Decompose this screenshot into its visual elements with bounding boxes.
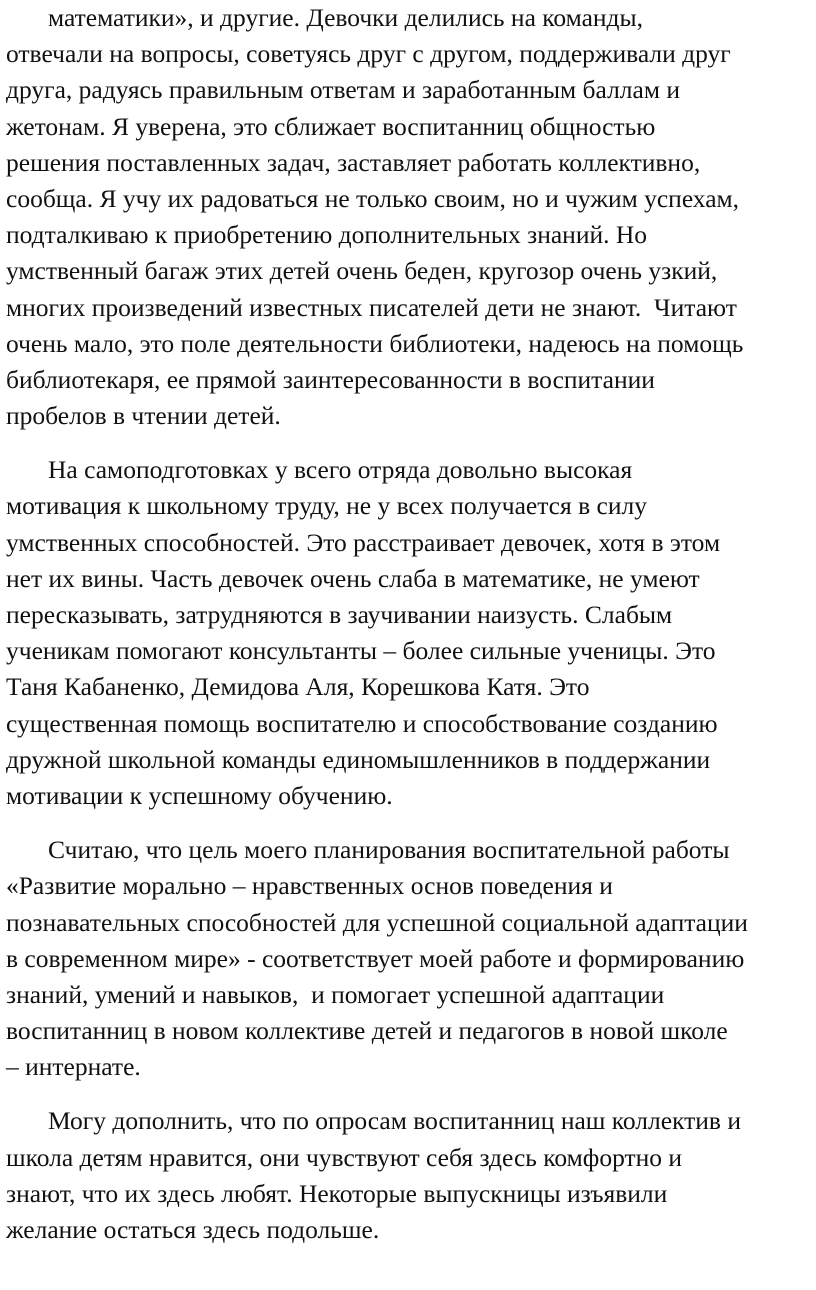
text-line: друга, радуясь правильным ответам и заработанным баллам и <box>6 75 680 105</box>
text-line: воспитанниц в новом коллективе детей и педагогов в новой школе <box>6 1016 728 1046</box>
text-line: в современном мире» - соответствует моей работе и формированию <box>6 943 745 973</box>
text-line: мотивация к школьному труду, не у всех получается в силу <box>6 491 647 521</box>
text-line: На самоподготовках у всего отряда довольно высокая <box>48 455 633 485</box>
text-line: знают, что их здесь любят. Некоторые выпускницы изъявили <box>6 1178 668 1208</box>
text-line: нет их вины. Часть девочек очень слаба в математике, не умеют <box>6 563 700 593</box>
text-line: Могу дополнить, что по опросам воспитанниц наш коллектив и <box>48 1106 741 1136</box>
paragraph-4 <box>6 1103 816 1248</box>
text-line: математики», и другие. Девочки делились на команды, <box>48 3 644 32</box>
paragraph-1 <box>6 0 816 434</box>
paragraph-3 <box>6 832 816 1085</box>
text-line: познавательных способностей для успешной социальной адаптации <box>6 907 748 937</box>
text-line: решения поставленных задач, заставляет работать коллективно, <box>6 147 701 177</box>
text-line: отвечали на вопросы, советуясь друг с другом, поддерживали друг <box>6 39 731 69</box>
paragraph-spacing <box>6 434 816 452</box>
text-line: пробелов в чтении детей. <box>6 401 281 431</box>
text-line: подталкиваю к приобретению дополнительных знаний. Но <box>6 220 648 250</box>
text-line: дружной школьной команды единомышленников в поддержании <box>6 744 711 774</box>
text-line: существенная помощь воспитателю и способствование созданию <box>6 708 718 738</box>
text-line: желание остаться здесь подольше. <box>6 1215 380 1244</box>
text-line: жетонам. Я уверена, это сближает воспитанниц общностью <box>6 111 656 141</box>
text-line: мотивации к успешному обучению. <box>6 780 393 810</box>
text-line: очень мало, это поле деятельности библиотеки, надеюсь на помощь <box>6 328 744 358</box>
text-line: Считаю, что цель моего планирования воспитательной работы <box>48 835 730 865</box>
text-line: многих произведений известных писателей дети не знают. Читают <box>6 292 737 322</box>
text-line: – интернате. <box>6 1052 141 1082</box>
text-line: умственных способностей. Это расстраивает девочек, хотя в этом <box>6 527 721 557</box>
paragraph-spacing <box>6 814 816 832</box>
paragraph-spacing <box>6 1085 816 1103</box>
text-line: Таня Кабаненко, Демидова Аля, Корешкова Катя. Это <box>6 672 590 702</box>
text-line: школа детям нравится, они чувствуют себя здесь комфортно и <box>6 1142 683 1172</box>
text-line: библиотекаря, ее прямой заинтересованности в воспитании <box>6 364 655 394</box>
text-line: знаний, умений и навыков, и помогает успешной адаптации <box>6 979 665 1009</box>
text-line: сообща. Я учу их радоваться не только своим, но и чужим успехам, <box>6 183 740 213</box>
paragraph-2 <box>6 452 816 814</box>
text-line: ученикам помогают консультанты – более сильные ученицы. Это <box>6 636 716 666</box>
text-line: «Развитие морально – нравственных основ поведения и <box>6 871 613 901</box>
text-line: умственный багаж этих детей очень беден, кругозор очень узкий, <box>6 256 718 286</box>
text-line: пересказывать, затрудняются в заучивании наизусть. Слабым <box>6 600 673 629</box>
